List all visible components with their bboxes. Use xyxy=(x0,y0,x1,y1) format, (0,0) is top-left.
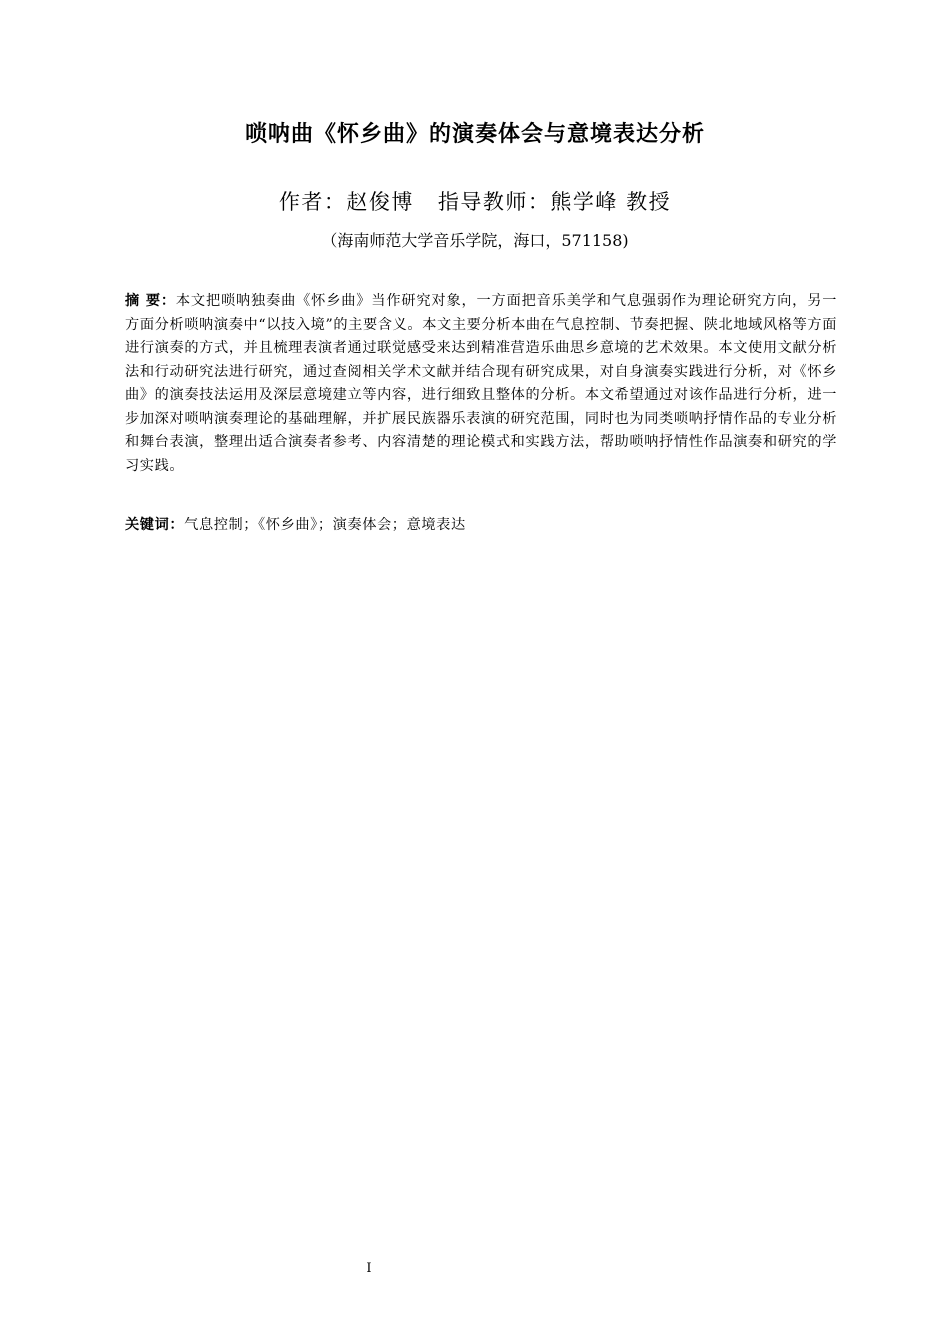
abstract-label: 摘 要： xyxy=(125,293,176,309)
author-line xyxy=(0,186,950,216)
keywords-line xyxy=(125,514,837,538)
page-number: I xyxy=(366,1261,372,1276)
paper-title: 唢呐曲《怀乡曲》的演奏体会与意境表达分析 xyxy=(244,121,705,147)
keyword-item: 演奏体会； xyxy=(332,517,407,533)
abstract-text: 本文把唢呐独奏曲《怀乡曲》当作研究对象，一方面把音乐美学和气息强弱作为理论研究方向，另一方面分析唢呐演奏中“以技入境”的主要含义。本文主要分析本曲在气息控制、节奏把握、陕北地域风格等方面进行演奏的方式，并且梳理表演者通过联觉感受来达到精准营造乐曲思乡意境的艺术效果。本文使用文献分析法和行动研究法进行研究，通过查阅相关学术文献并结合现有研究成果，对自身演奏实践进行分析，对《怀乡曲》的演奏技法运用及深层意境建立等内容，进行细致且整体的分析。本文希望通过对该作品进行分析，进一步加深对唢呐演奏理论的基础理解，并扩展民族器乐表演的研究范围，同时也为同类唢呐抒情作品的专业分析和舞台表演，整理出适合演奏者参考、内容清楚的理论模式和实践方法，帮助唢呐抒情性作品演奏和研究的学习实践。 xyxy=(125,293,838,474)
affiliation: （海南师范大学音乐学院，海口，571158) xyxy=(321,231,629,250)
author-name: 作者：赵俊博 xyxy=(278,190,414,214)
keywords-label: 关键词： xyxy=(125,517,185,533)
advisor-name: 指导教师：熊学峰 教授 xyxy=(437,190,672,214)
keyword-item: 《怀乡曲》； xyxy=(258,517,333,533)
keyword-item: 意境表达 xyxy=(406,517,466,533)
abstract-paragraph xyxy=(125,290,837,478)
keyword-item: 气息控制； xyxy=(184,517,259,533)
